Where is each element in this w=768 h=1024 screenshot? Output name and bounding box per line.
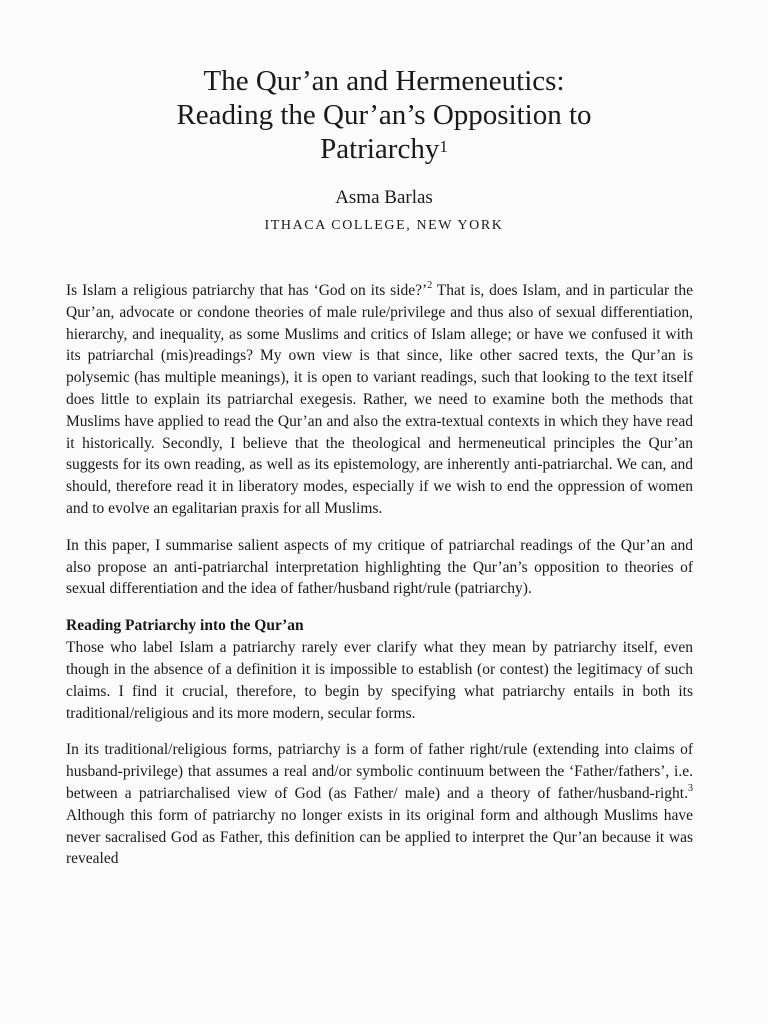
- paragraph-traditional-forms: [66, 739, 693, 870]
- title-line-2: Reading the Qur’an’s Opposition to: [176, 99, 592, 131]
- paragraph-traditional-part-1: In its traditional/religious forms, patriarchy is a form of father right/rule (extending into claims of husband-privilege) that assumes a real and/or symbolic continuum between the ‘Father/fathers’, i.e. between a patriarchalised view of God (as Father/ male) and a theory of father/husband-right.: [66, 741, 693, 802]
- title-line-3: [80, 132, 688, 166]
- article-title: [80, 64, 688, 166]
- paragraph-traditional-part-2: Although this form of patriarchy no longer exists in its original form and although Muslims have never sacralised God as Father, this definition can be applied to interpret the Qur’an because it was revealed: [66, 806, 693, 868]
- article-body: [66, 280, 693, 885]
- paragraph-intro-part-2: That is, does Islam, and in particular the Qur’an, advocate or condone theories of male rule/privilege and thus also of sexual differentiation, hierarchy, and inequality, as some Muslims and critics of Islam allege; or have we confused it with its patriarchal (mis)readings? My own view is that since, like other sacred texts, the Qur’an is polysemic (has multiple meanings), it is open to variant readings, such that looking to the text itself does little to explain its patriarchal exegesis. Rather, we need to examine both the methods that Muslims have applied to read the Qur’an and also the extra-textual contexts in which they have read it historically. Secondly, I believe that the theological and hermeneutical principles the Qur’an suggests for its own reading, as well as its epistemology, are inherently anti-patriarchal. We can, and should, therefore read it in liberatory modes, especially if we wish to end the oppression of women and to evolve an egalitarian praxis for all Muslims.: [66, 282, 693, 517]
- paragraph-definition: Those who label Islam a patriarchy rarely ever clarify what they mean by patriarchy itself, even though in the absence of a definition it is impossible to establish (or contest) the legitimacy of such claims. I find it crucial, therefore, to begin by specifying what patriarchy entails in both its traditional/religious and its more modern, secular forms.: [66, 639, 693, 722]
- paragraph-intro: [66, 280, 693, 520]
- paragraph-intro-part-1: Is Islam a religious patriarchy that has ‘God on its side?’: [66, 282, 428, 299]
- author-affiliation: ITHACA COLLEGE, NEW YORK: [264, 218, 504, 233]
- footnote-marker-3[interactable]: 3: [688, 782, 693, 794]
- section-heading: Reading Patriarchy into the Qur’an: [66, 617, 304, 635]
- title-footnote-marker[interactable]: 1: [439, 137, 448, 156]
- paragraph-summary: In this paper, I summarise salient aspects of my critique of patriarchal readings of the Qur’an and also propose an anti-patriarchal interpretation highlighting the Qur’an’s opposition to theories of sexual differentiation and the idea of father/husband right/rule (patriarchy).: [66, 536, 693, 598]
- title-line-1: The Qur’an and Hermeneutics:: [203, 65, 565, 97]
- title-line-3-text: Patriarchy: [320, 133, 440, 165]
- footnote-marker-2[interactable]: 2: [427, 279, 433, 291]
- author-name: Asma Barlas: [335, 187, 433, 208]
